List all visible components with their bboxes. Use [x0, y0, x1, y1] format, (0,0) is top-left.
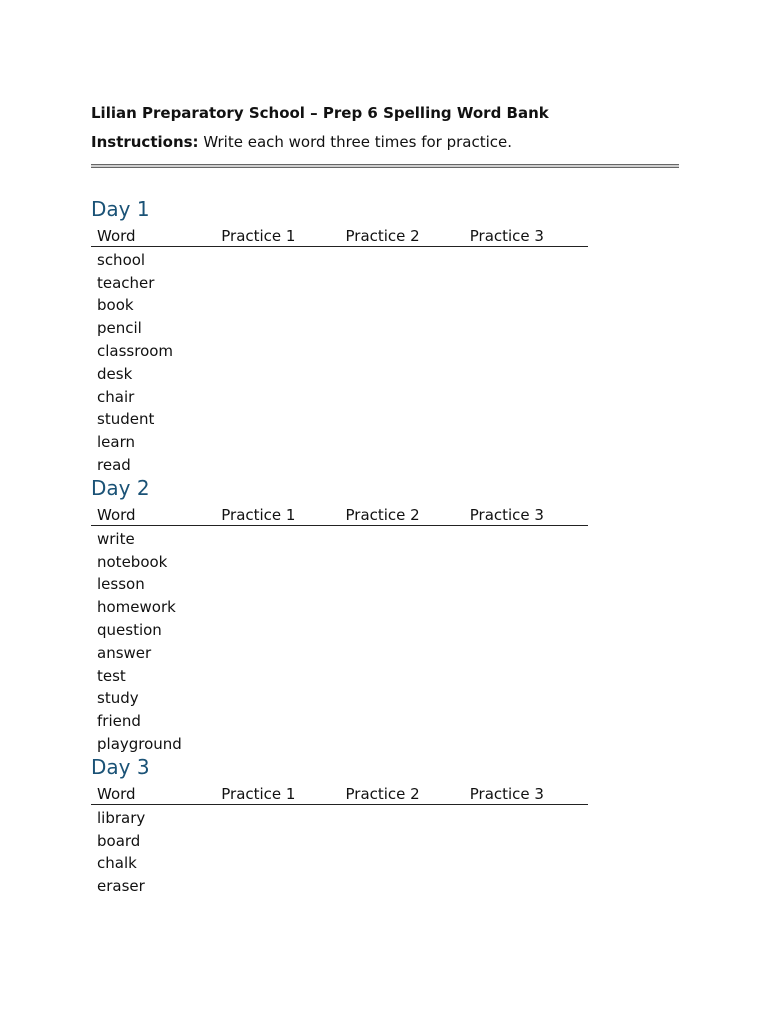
word-cell: lesson: [97, 575, 145, 594]
word-cell: answer: [97, 643, 152, 662]
table-row: [91, 686, 588, 709]
days-container: [91, 196, 679, 896]
word-cell: friend: [97, 712, 141, 731]
word-cell: library: [97, 808, 146, 827]
table-row: [91, 708, 588, 731]
column-header: Practice 3: [469, 505, 544, 524]
word-cell: student: [97, 410, 155, 429]
day-heading: Day 3: [91, 754, 150, 779]
column-header: Practice 2: [345, 784, 420, 803]
table-row: [91, 338, 588, 361]
day-section: [91, 754, 679, 896]
worksheet-page: [91, 102, 679, 896]
word-cell: desk: [97, 364, 133, 383]
table-row: [91, 617, 588, 640]
instructions-text: Write each word three times for practice.: [203, 133, 513, 151]
word-cell: notebook: [97, 552, 168, 571]
day-section: [91, 475, 679, 754]
column-header: Word: [97, 227, 136, 245]
title-divider: [91, 164, 679, 168]
table-row: [91, 361, 588, 384]
word-cell: book: [97, 296, 134, 315]
instructions-label: Instructions:: [91, 133, 199, 151]
table-header-row: [91, 226, 588, 247]
table-row: [91, 315, 588, 338]
table-row: [91, 270, 588, 293]
column-header: Practice 1: [221, 784, 296, 803]
table-row: [91, 293, 588, 316]
table-row: [91, 452, 588, 475]
word-cell: write: [97, 529, 135, 548]
word-cell: teacher: [97, 273, 155, 292]
word-cell: read: [97, 455, 131, 474]
table-row: [91, 526, 588, 549]
table-row: [91, 429, 588, 452]
word-cell: pencil: [97, 319, 142, 338]
word-cell: chalk: [97, 854, 137, 873]
table-row: [91, 572, 588, 595]
column-header: Practice 2: [345, 505, 420, 524]
column-header: Practice 1: [221, 505, 296, 524]
column-header: Practice 3: [469, 227, 544, 245]
word-cell: chair: [97, 387, 135, 406]
word-cell: classroom: [97, 341, 174, 360]
table-row: [91, 663, 588, 686]
word-cell: study: [97, 689, 139, 708]
document-title: Lilian Preparatory School – Prep 6 Spelling Word Bank: [91, 104, 549, 122]
table-row: [91, 828, 588, 851]
word-cell: school: [97, 250, 146, 269]
table-row: [91, 384, 588, 407]
table-row: [91, 594, 588, 617]
table-row: [91, 731, 588, 754]
word-cell: playground: [97, 734, 182, 753]
word-cell: board: [97, 831, 141, 850]
day-heading: Day 2: [91, 475, 150, 500]
column-header: Practice 2: [345, 227, 420, 245]
table-row: [91, 873, 588, 896]
table-row: [91, 247, 588, 270]
table-row: [91, 805, 588, 828]
column-header: Word: [97, 784, 136, 803]
word-cell: learn: [97, 433, 135, 452]
table-row: [91, 407, 588, 430]
table-header-row: [91, 784, 588, 805]
word-cell: question: [97, 620, 162, 639]
table-header-row: [91, 505, 588, 526]
word-cell: eraser: [97, 877, 145, 896]
table-row: [91, 549, 588, 572]
table-row: [91, 640, 588, 663]
table-row: [91, 851, 588, 874]
column-header: Practice 3: [469, 784, 544, 803]
day-heading: Day 1: [91, 197, 150, 221]
instructions: [91, 131, 679, 153]
column-header: Practice 1: [221, 227, 296, 245]
day-section: [91, 196, 679, 475]
word-cell: test: [97, 666, 126, 685]
word-cell: homework: [97, 598, 176, 617]
column-header: Word: [97, 505, 136, 524]
